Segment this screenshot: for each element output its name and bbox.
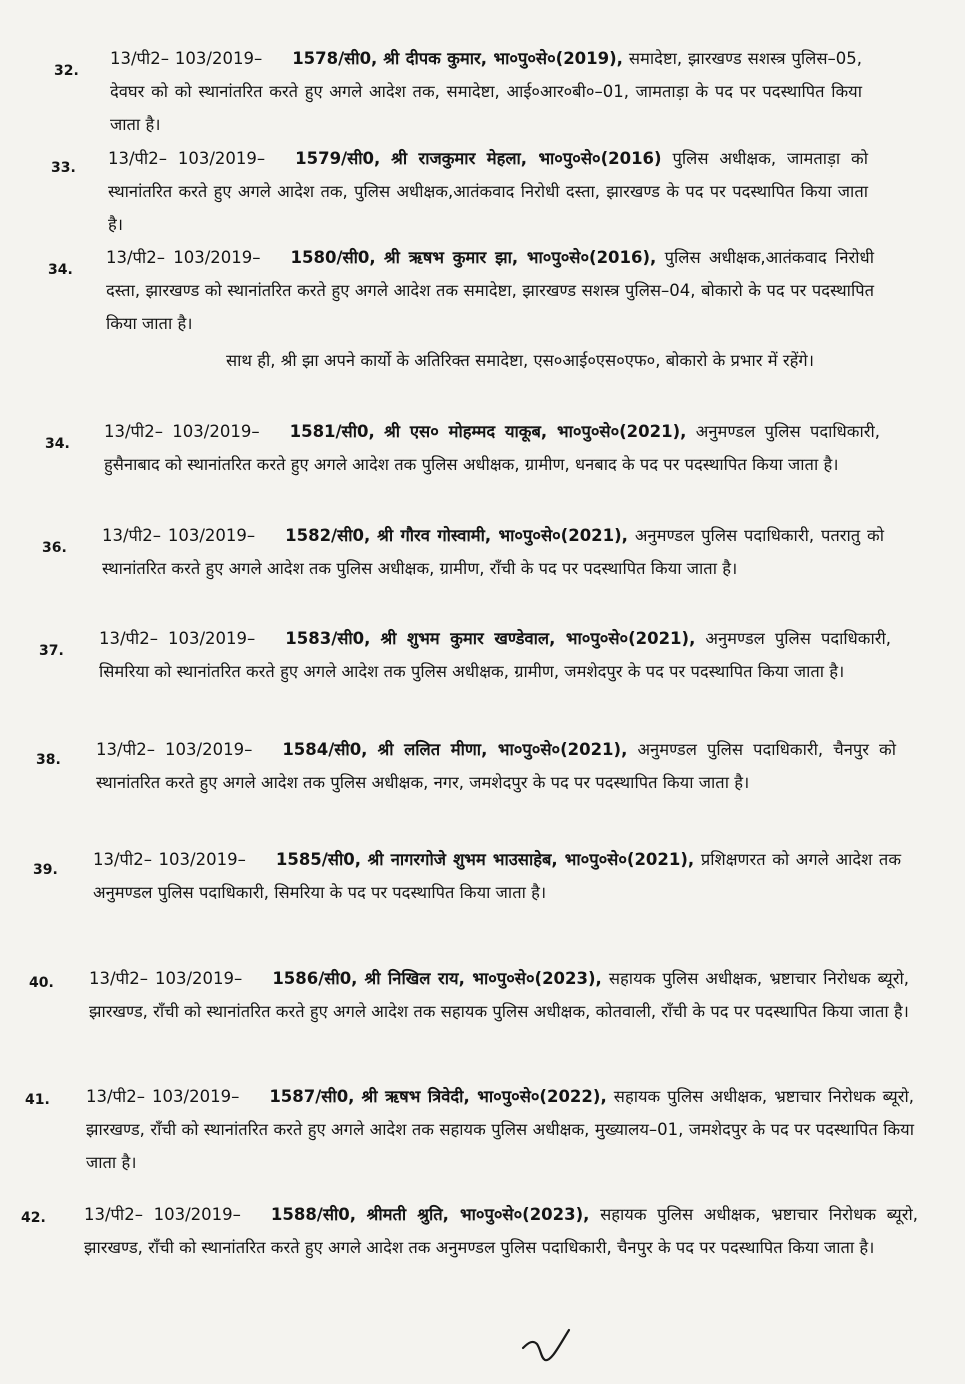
- order-reference: 13/पी2– 103/2019–: [99, 629, 256, 648]
- entry-number: 36.: [42, 540, 67, 556]
- officer-name: श्री दीपक कुमार, भा०पु०से०(2019),: [383, 49, 623, 68]
- memo-number: 1582/सी0,: [285, 526, 371, 545]
- officer-name: श्री शुभम कुमार खण्डेवाल, भा०पु०से०(2021),: [380, 629, 696, 648]
- entry-text: [86, 1080, 914, 1179]
- posting-details: प्रशिक्षणरत को अगले आदेश तक अनुमण्डल पुलिस पदाधिकारी, सिमरिया के पद पर पदस्थापित किया जाता है।: [93, 850, 901, 902]
- memo-number: 1578/सी0,: [292, 49, 378, 68]
- memo-number: 1588/सी0,: [270, 1205, 357, 1224]
- entry-number: 41.: [25, 1092, 50, 1108]
- posting-details: सहायक पुलिस अधीक्षक, भ्रष्टाचार निरोधक ब्यूरो, झारखण्ड, राँची को स्थानांतरित करते हुए अगले आदेश तक सहायक पुलिस अधीक्षक, कोतवाली, राँची के पद पर पदस्थापित किया जाता है।: [89, 969, 909, 1021]
- entry-text: [93, 843, 901, 909]
- officer-name: श्री एस० मोहम्मद याकूब, भा०पु०से०(2021),: [384, 422, 687, 441]
- officer-name: श्री नागरगोजे शुभम भाउसाहेब, भा०पु०से०(2021),: [367, 850, 695, 869]
- memo-number: 1585/सी0,: [275, 850, 361, 869]
- memo-number: 1584/सी0,: [282, 740, 368, 759]
- officer-name: श्री निखिल राय, भा०पु०से०(2023),: [364, 969, 602, 988]
- order-reference: 13/पी2– 103/2019–: [86, 1087, 240, 1106]
- entry-number: 38.: [36, 752, 61, 768]
- entry-text: [104, 415, 880, 481]
- order-reference: 13/पी2– 103/2019–: [89, 969, 243, 988]
- entry-number: 34.: [48, 262, 73, 278]
- posting-details: पुलिस अधीक्षक, जामताड़ा को स्थानांतरित करते हुए अगले आदेश तक, पुलिस अधीक्षक,आतंकवाद निरोधी दस्ता, झारखण्ड के पद पर पदस्थापित किया जाता है।: [108, 149, 868, 234]
- officer-name: श्री राजकुमार मेहला, भा०पु०से०(2016): [391, 149, 662, 168]
- posting-details: पुलिस अधीक्षक,आतंकवाद निरोधी दस्ता, झारखण्ड को स्थानांतरित करते हुए अगले आदेश तक समादेष्टा, झारखण्ड सशस्त्र पुलिस–04, बोकारो के पद पर पदस्थापित किया जाता है।: [106, 248, 874, 333]
- entry-number: 37.: [39, 643, 64, 659]
- order-reference: 13/पी2– 103/2019–: [104, 422, 260, 441]
- entry-number: 34.: [45, 436, 70, 452]
- memo-number: 1581/सी0,: [289, 422, 375, 441]
- officer-name: श्री ललित मीणा, भा०पु०से०(2021),: [377, 740, 628, 759]
- posting-details: अनुमण्डल पुलिस पदाधिकारी, पतरातु को स्थानांतरित करते हुए अगले आदेश तक पुलिस अधीक्षक, ग्रामीण, राँची के पद पर पदस्थापित किया जाता है।: [102, 526, 884, 578]
- memo-number: 1586/सी0,: [272, 969, 358, 988]
- entry-number: 42.: [21, 1210, 46, 1226]
- entry-text: [84, 1198, 918, 1264]
- order-reference: 13/पी2– 103/2019–: [108, 149, 266, 168]
- entry-text: [106, 241, 874, 340]
- order-reference: 13/पी2– 103/2019–: [102, 526, 256, 545]
- entry-number: 40.: [29, 975, 54, 991]
- memo-number: 1580/सी0,: [290, 248, 376, 267]
- entry-text: [110, 42, 862, 141]
- memo-number: 1583/सी0,: [285, 629, 371, 648]
- entry-number: 33.: [51, 160, 76, 176]
- officer-name: श्रीमती श्रुति, भा०पु०से०(2023),: [366, 1205, 590, 1224]
- entry-text: [102, 519, 884, 585]
- entry-text: [89, 962, 909, 1028]
- posting-details: सहायक पुलिस अधीक्षक, भ्रष्टाचार निरोधक ब्यूरो, झारखण्ड, राँची को स्थानांतरित करते हुए अगले आदेश तक सहायक पुलिस अधीक्षक, मुख्यालय–01, जमशेदपुर के पद पर पदस्थापित किया जाता है।: [86, 1087, 915, 1172]
- memo-number: 1579/सी0,: [295, 149, 381, 168]
- entry-text: [99, 622, 891, 688]
- order-reference: 13/पी2– 103/2019–: [84, 1205, 241, 1224]
- order-reference: 13/पी2– 103/2019–: [96, 740, 253, 759]
- posting-details: सहायक पुलिस अधीक्षक, भ्रष्टाचार निरोधक ब्यूरो, झारखण्ड, राँची को स्थानांतरित करते हुए अगले आदेश तक अनुमण्डल पुलिस पदाधिकारी, चैनपुर के पद पर पदस्थापित किया जाता है।: [84, 1205, 919, 1257]
- order-reference: 13/पी2– 103/2019–: [110, 49, 263, 68]
- entry-text: [96, 733, 896, 799]
- officer-name: श्री गौरव गोस्वामी, भा०पु०से०(2021),: [377, 526, 628, 545]
- officer-name: श्री ऋषभ त्रिवेदी, भा०पु०से०(2022),: [361, 1087, 607, 1106]
- posting-details: अनुमण्डल पुलिस पदाधिकारी, सिमरिया को स्थानांतरित करते हुए अगले आदेश तक पुलिस अधीक्षक, ग्रामीण, जमशेदपुर के पद पर पदस्थापित किया जाता है।: [99, 629, 891, 681]
- additional-charge-note: साथ ही, श्री झा अपने कार्यो के अतिरिक्त समादेष्टा, एस०आई०एस०एफ०, बोकारो के प्रभार में रहेंगे।: [226, 351, 814, 370]
- officer-name: श्री ऋषभ कुमार झा, भा०पु०से०(2016),: [383, 248, 657, 267]
- order-reference: 13/पी2– 103/2019–: [106, 248, 261, 267]
- entry-number: 39.: [33, 862, 58, 878]
- posting-details: समादेष्टा, झारखण्ड सशस्त्र पुलिस–05, देवघर को को स्थानांतरित करते हुए अगले आदेश तक, समादेष्टा, आई०आर०बी०–01, जामताड़ा के पद पर पदस्थापित किया जाता है।: [110, 49, 862, 134]
- order-reference: 13/पी2– 103/2019–: [93, 850, 246, 869]
- posting-details: अनुमण्डल पुलिस पदाधिकारी, चैनपुर को स्थानांतरित करते हुए अगले आदेश तक पुलिस अधीक्षक, नगर, जमशेदपुर के पद पर पदस्थापित किया जाता है।: [96, 740, 896, 792]
- memo-number: 1587/सी0,: [269, 1087, 355, 1106]
- entry-number: 32.: [54, 63, 79, 79]
- posting-details: अनुमण्डल पुलिस पदाधिकारी, हुसैनाबाद को स्थानांतरित करते हुए अगले आदेश तक पुलिस अधीक्षक, ग्रामीण, धनबाद के पद पर पदस्थापित किया जाता है।: [104, 422, 880, 474]
- handwritten-signature: [515, 1318, 575, 1366]
- entry-text: [108, 142, 868, 241]
